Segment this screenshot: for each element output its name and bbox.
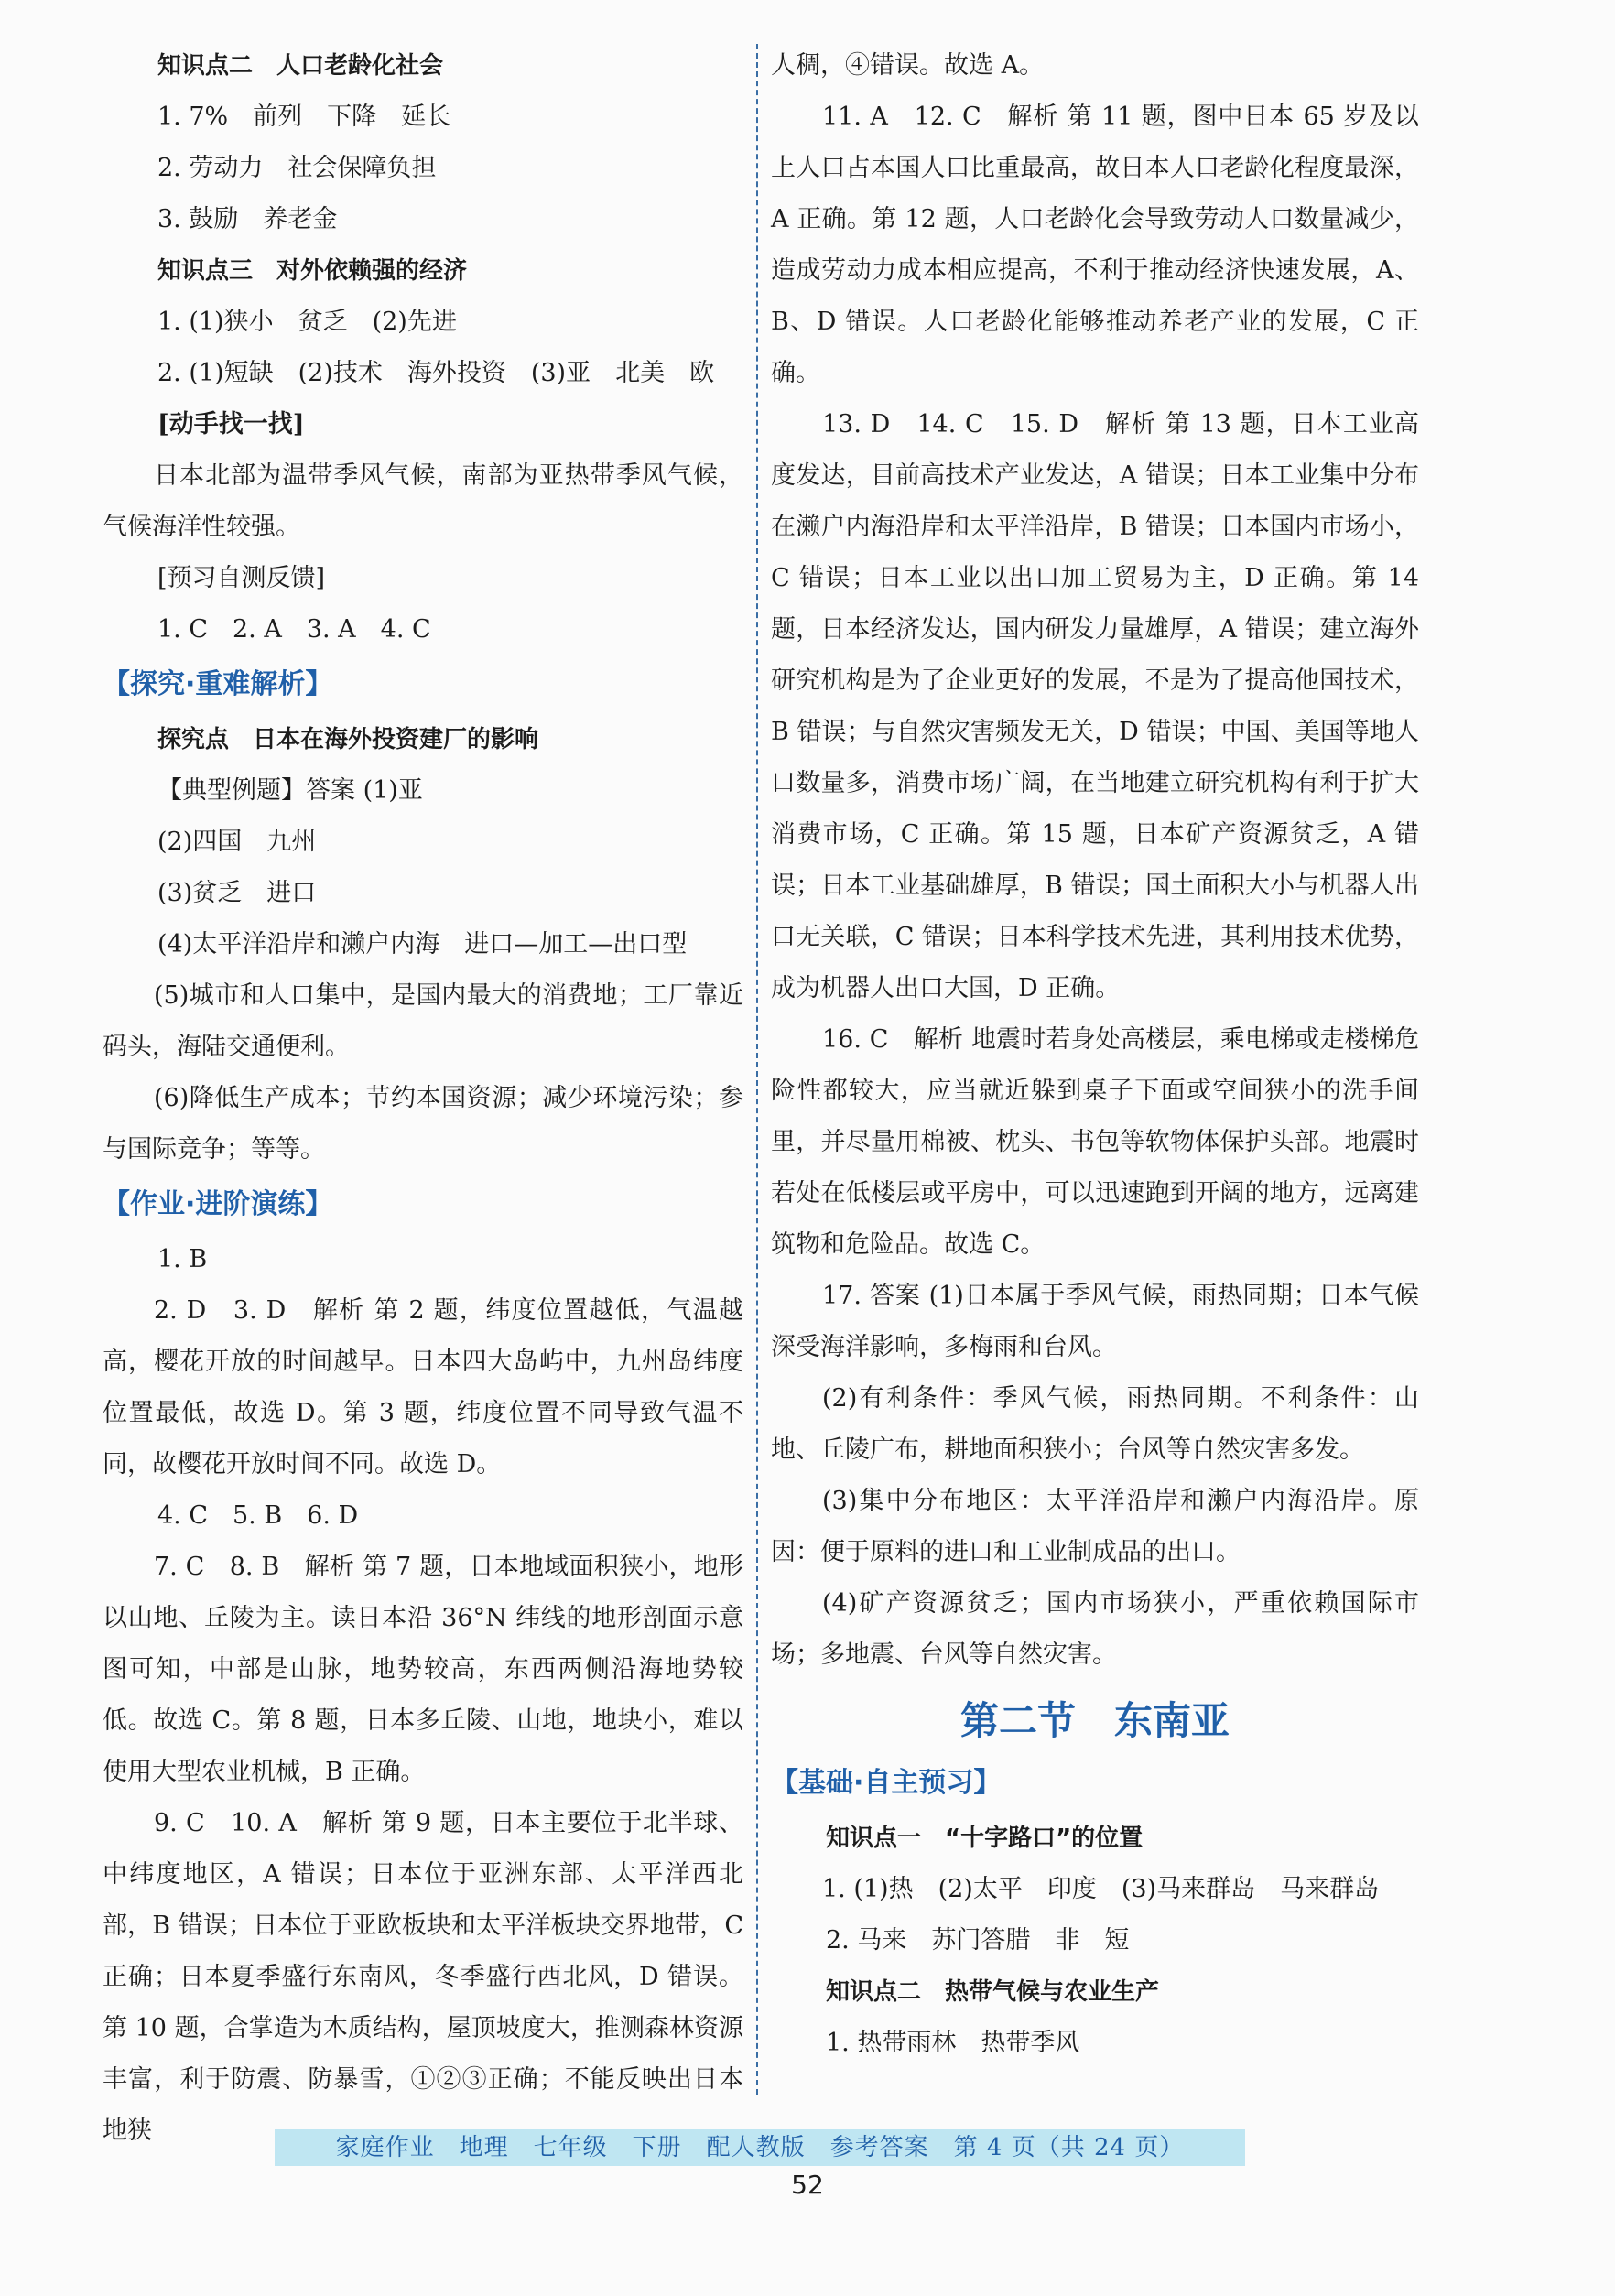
- answer-line: (4)太平洋沿岸和濑户内海 进口—加工—出口型: [157, 930, 688, 958]
- answer-line: [预习自测反馈]: [157, 564, 326, 592]
- answer-line: 2. (1)短缺 (2)技术 海外投资 (3)亚 北美 欧: [157, 359, 715, 387]
- answer-paragraph: (6)降低生产成本；节约本国资源；减少环境污染；参与国际竞争；等等。: [103, 1084, 743, 1164]
- activity-heading: [动手找一找]: [157, 410, 305, 439]
- answer-line: 1. 7% 前列 下降 延长: [157, 103, 451, 131]
- answer-line: 人稠，④错误。故选 A。: [771, 51, 1045, 80]
- chapter-title: 第二节 东南亚: [959, 1698, 1230, 1743]
- answer-paragraph: 2. D 3. D 解析 第 2 题，纬度位置越低，气温越高，樱花开放的时间越早。日本四大岛屿中，九州岛纬度位置最低，故选 D。第 3 题，纬度位置不同导致气温不同，故樱花开放时间不同。故选 D。: [103, 1296, 743, 1478]
- answer-line: 3. 鼓励 养老金: [157, 205, 338, 233]
- answer-paragraph: 16. C 解析 地震时若身处高楼层，乘电梯或走楼梯危险性都较大，应当就近躲到桌子下面或空间狭小的洗手间里，并尽量用棉被、枕头、书包等软物体保护头部。地震时若处在低楼层或平房中，可以迅速跑到开阔的地方，远离建筑物和危险品。故选 C。: [771, 1025, 1419, 1259]
- page-footer: 家庭作业 地理 七年级 下册 配人教版 参考答案 第 4 页（共 24 页）: [275, 2129, 1245, 2166]
- answer-line: 1. C 2. A 3. A 4. C: [157, 615, 431, 644]
- answer-paragraph: (2)有利条件：季风气候，雨热同期。不利条件：山地、丘陵广布，耕地面积狭小；台风等自然灾害多发。: [771, 1384, 1419, 1464]
- answer-paragraph: (4)矿产资源贫乏；国内市场狭小，严重依赖国际市场；多地震、台风等自然灾害。: [771, 1589, 1419, 1669]
- answer-paragraph: (5)城市和人口集中，是国内最大的消费地；工厂靠近码头，海陆交通便利。: [103, 981, 743, 1061]
- answer-line: 2. 劳动力 社会保障负担: [157, 154, 437, 182]
- section-heading: 【基础·自主预习】: [771, 1767, 1002, 1799]
- answer-paragraph: 日本北部为温带季风气候，南部为亚热带季风气候，气候海洋性较强。: [103, 461, 743, 541]
- knowledge-heading: 知识点二 人口老龄化社会: [157, 52, 444, 80]
- answer-paragraph: 13. D 14. C 15. D 解析 第 13 题，日本工业高度发达，目前高技术产业发达，A 错误；日本工业集中分布在濑户内海沿岸和太平洋沿岸，B 错误；日本国内市场小，C 错误；日本工业以出口加工贸易为主，D 正确。第 14 题，日本经济发达，国内研发力量雄厚，A 错误；建立海外研究机构是为了企业更好的发展，不是为了提高他国技术，B 错误；与自然灾害频发无关，D 错误；中国、美国等地人口数量多，消费市场广阔，在当地建立研究机构有利于扩大消费市场，C 正确。第 15 题，日本矿产资源贫乏，A 错误；日本工业基础雄厚，B 错误；国土面积大小与机器人出口无关联，C 错误；日本科学技术先进，其利用技术优势，成为机器人出口大国，D 正确。: [771, 410, 1419, 1002]
- knowledge-heading: 知识点三 对外依赖强的经济: [157, 257, 468, 285]
- right-column: [771, 40, 1419, 2069]
- answer-paragraph: 9. C 10. A 解析 第 9 题，日本主要位于北半球、中纬度地区，A 错误；日本位于亚洲东部、太平洋西北部，B 错误；日本位于亚欧板块和太平洋板块交界地带，C 正确；日本夏季盛行东南风，冬季盛行西北风，D 错误。第 10 题，合掌造为木质结构，屋顶坡度大，推测森林资源丰富，利于防震、防暴雪，①②③正确；不能反映出日本地狭: [103, 1809, 743, 2145]
- answer-paragraph: 11. A 12. C 解析 第 11 题，图中日本 65 岁及以上人口占本国人口比重最高，故日本人口老龄化程度最深，A 正确。第 12 题，人口老龄化会导致劳动人口数量减少，造成劳动力成本相应提高，不利于推动经济快速发展，A、B、D 错误。人口老龄化能够推动养老产业的发展，C 正确。: [771, 103, 1419, 387]
- column-divider: [756, 44, 758, 2095]
- knowledge-heading: 知识点二 热带气候与农业生产: [826, 1978, 1160, 2006]
- answer-line: 【典型例题】答案 (1)亚: [157, 776, 423, 805]
- knowledge-heading: 知识点一 “十字路口”的位置: [826, 1825, 1144, 1852]
- answer-paragraph: 7. C 8. B 解析 第 7 题，日本地域面积狭小，地形以山地、丘陵为主。读日本沿 36°N 纬线的地形剖面示意图可知，中部是山脉，地势较高，东西两侧沿海地势较低。故选 C。第 8 题，日本多丘陵、山地，地块小，难以使用大型农业机械，B 正确。: [103, 1553, 743, 1786]
- answer-line: 1. 热带雨林 热带季风: [826, 2029, 1080, 2057]
- answer-line: 2. 马来 苏门答腊 非 短: [826, 1926, 1130, 1955]
- answer-paragraph: 17. 答案 (1)日本属于季风气候，雨热同期；日本气候深受海洋影响，多梅雨和台风。: [771, 1282, 1419, 1361]
- section-heading: 【探究·重难解析】: [103, 668, 333, 700]
- answer-paragraph: (3)集中分布地区：太平洋沿岸和濑户内海沿岸。原因：便于原料的进口和工业制成品的出口。: [771, 1487, 1419, 1566]
- answer-line: 1. B: [157, 1245, 208, 1273]
- answer-paragraph: 1. (1)热 (2)太平 印度 (3)马来群岛 马来群岛: [822, 1875, 1380, 1903]
- left-column: [103, 40, 743, 2157]
- answer-line: 4. C 5. B 6. D: [157, 1501, 359, 1530]
- section-heading: 【作业·进阶演练】: [103, 1188, 333, 1220]
- answer-line: (3)贫乏 进口: [157, 879, 317, 907]
- knowledge-heading: 探究点 日本在海外投资建厂的影响: [157, 726, 539, 753]
- page-number: 52: [791, 2170, 824, 2200]
- answer-line: (2)四国 九州: [157, 828, 317, 856]
- answer-line: 1. (1)狭小 贫乏 (2)先进: [157, 308, 457, 336]
